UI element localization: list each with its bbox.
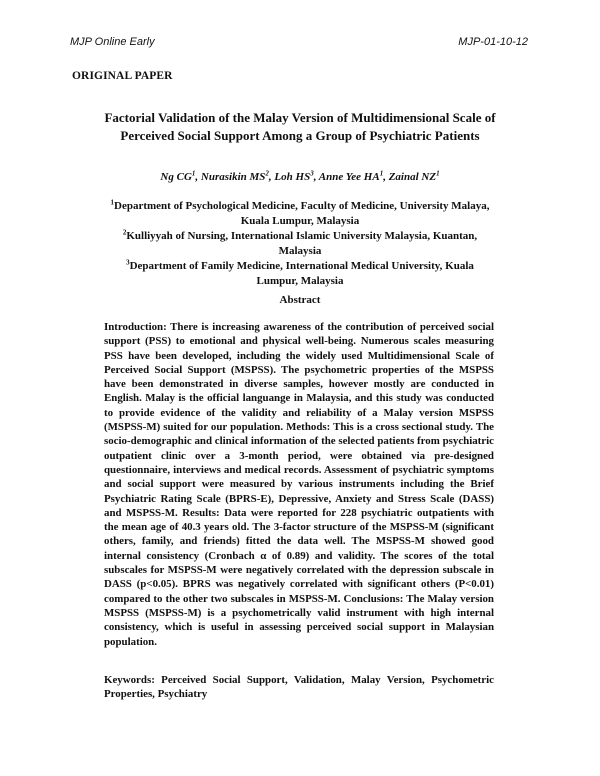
affiliation-item — [108, 259, 492, 289]
author-name: Zainal NZ — [388, 171, 437, 183]
abstract-heading: Abstract — [279, 294, 321, 306]
running-header-article-id: MJP-01-10-12 — [458, 36, 528, 48]
abstract-body: Introduction: There is increasing awareness of the contribution of perceived social support (PSS) to emotional and physical well-being. Numerous scales measuring PSS have been developed, including the widely used Multidimensional Scale of Perceived Social Support (MSPSS). The psychometric properties of the MSPSS have been demonstrated in diverse samples, however mostly are conducted in English. Malay is the official languange in Malaysia, and this study was conducted to provide evidence of the validity and reliability of a Malay version MSPSS (MSPSS-M) suited for our population. Methods: This is a cross sectional study. The socio-demographic and clinical information of the selected patients from psychiatric outpatient clinic over a 3-month period, were obtained via pre-designed questionnaire, interviews and medical records. Assessment of psychiatric symptoms and social support were measured by various instruments including the Brief Psychiatric Rating Scale (BPRS-E), Depressive, Anxiety and Stress Scale (DASS) and MSPSS-M. Results: Data were reported for 228 psychiatric outpatients with the mean age of 40.3 years old. The 3-factor structure of the MSPSS-M (significant others, family, and friends) fitted the data well. The MSPSS-M showed good internal consistency (Cronbach α of 0.89) and validity. The scores of the total subscales for MSPSS-M were negatively correlated with the depression subscale in DASS (p<0.05). BPRS was negatively correlated with significant others (P<0.01) compared to the other two subscales in MSPSS-M. Conclusions: The Malay version MSPSS (MSPSS-M) is a psychometrically valid instrument with high internal consistency, which is useful in assessing perceived social support in Malaysian population. — [104, 321, 494, 648]
author-affiliation-mark: 1 — [191, 169, 196, 178]
paper-title: Factorial Validation of the Malay Version of Multidimensional Scale of Perceived Social Support Among a Group of Psychiatric Patients — [104, 110, 496, 143]
affiliation-item — [108, 199, 492, 229]
author-name: Nurasikin MS — [200, 171, 266, 183]
affiliation-text: Kulliyyah of Nursing, International Islamic University Malaysia, Kuantan, Malaysia — [126, 230, 478, 257]
author-affiliation-mark: 2 — [265, 169, 269, 178]
author-list: Ng $CG^1$, Nurasikin $MS^2$, Loh $HS^3$, Anne Yee $HA^1$, Zainal $NZ^1$ — [160, 169, 440, 183]
author-name: Anne Yee HA — [318, 171, 380, 183]
keywords: Keywords: Perceived Social Support, Validation, Malay Version, Psychometric Properties, Psychiatry — [104, 674, 494, 701]
affiliation-mark: 3 — [126, 258, 130, 267]
section-label: ORIGINAL PAPER — [72, 70, 173, 82]
author-name: Ng CG — [160, 171, 192, 183]
affiliation-list — [108, 199, 492, 289]
affiliation-text: Department of Family Medicine, International Medical University, Kuala Lumpur, Malaysia — [129, 260, 474, 287]
running-header-journal: MJP Online Early — [70, 36, 155, 48]
affiliation-text: Department of Psychological Medicine, Faculty of Medicine, University Malaya, Kuala Lumpur, Malaysia — [114, 200, 490, 227]
affiliation-item — [108, 229, 492, 259]
affiliation-mark: 1 — [110, 198, 115, 207]
author-affiliation-mark: 1 — [379, 169, 384, 178]
affiliation-mark: 2 — [122, 228, 127, 237]
author-name: Loh HS — [274, 171, 311, 183]
author-affiliation-mark: 1 — [436, 169, 440, 178]
author-affiliation-mark: 3 — [310, 169, 314, 178]
